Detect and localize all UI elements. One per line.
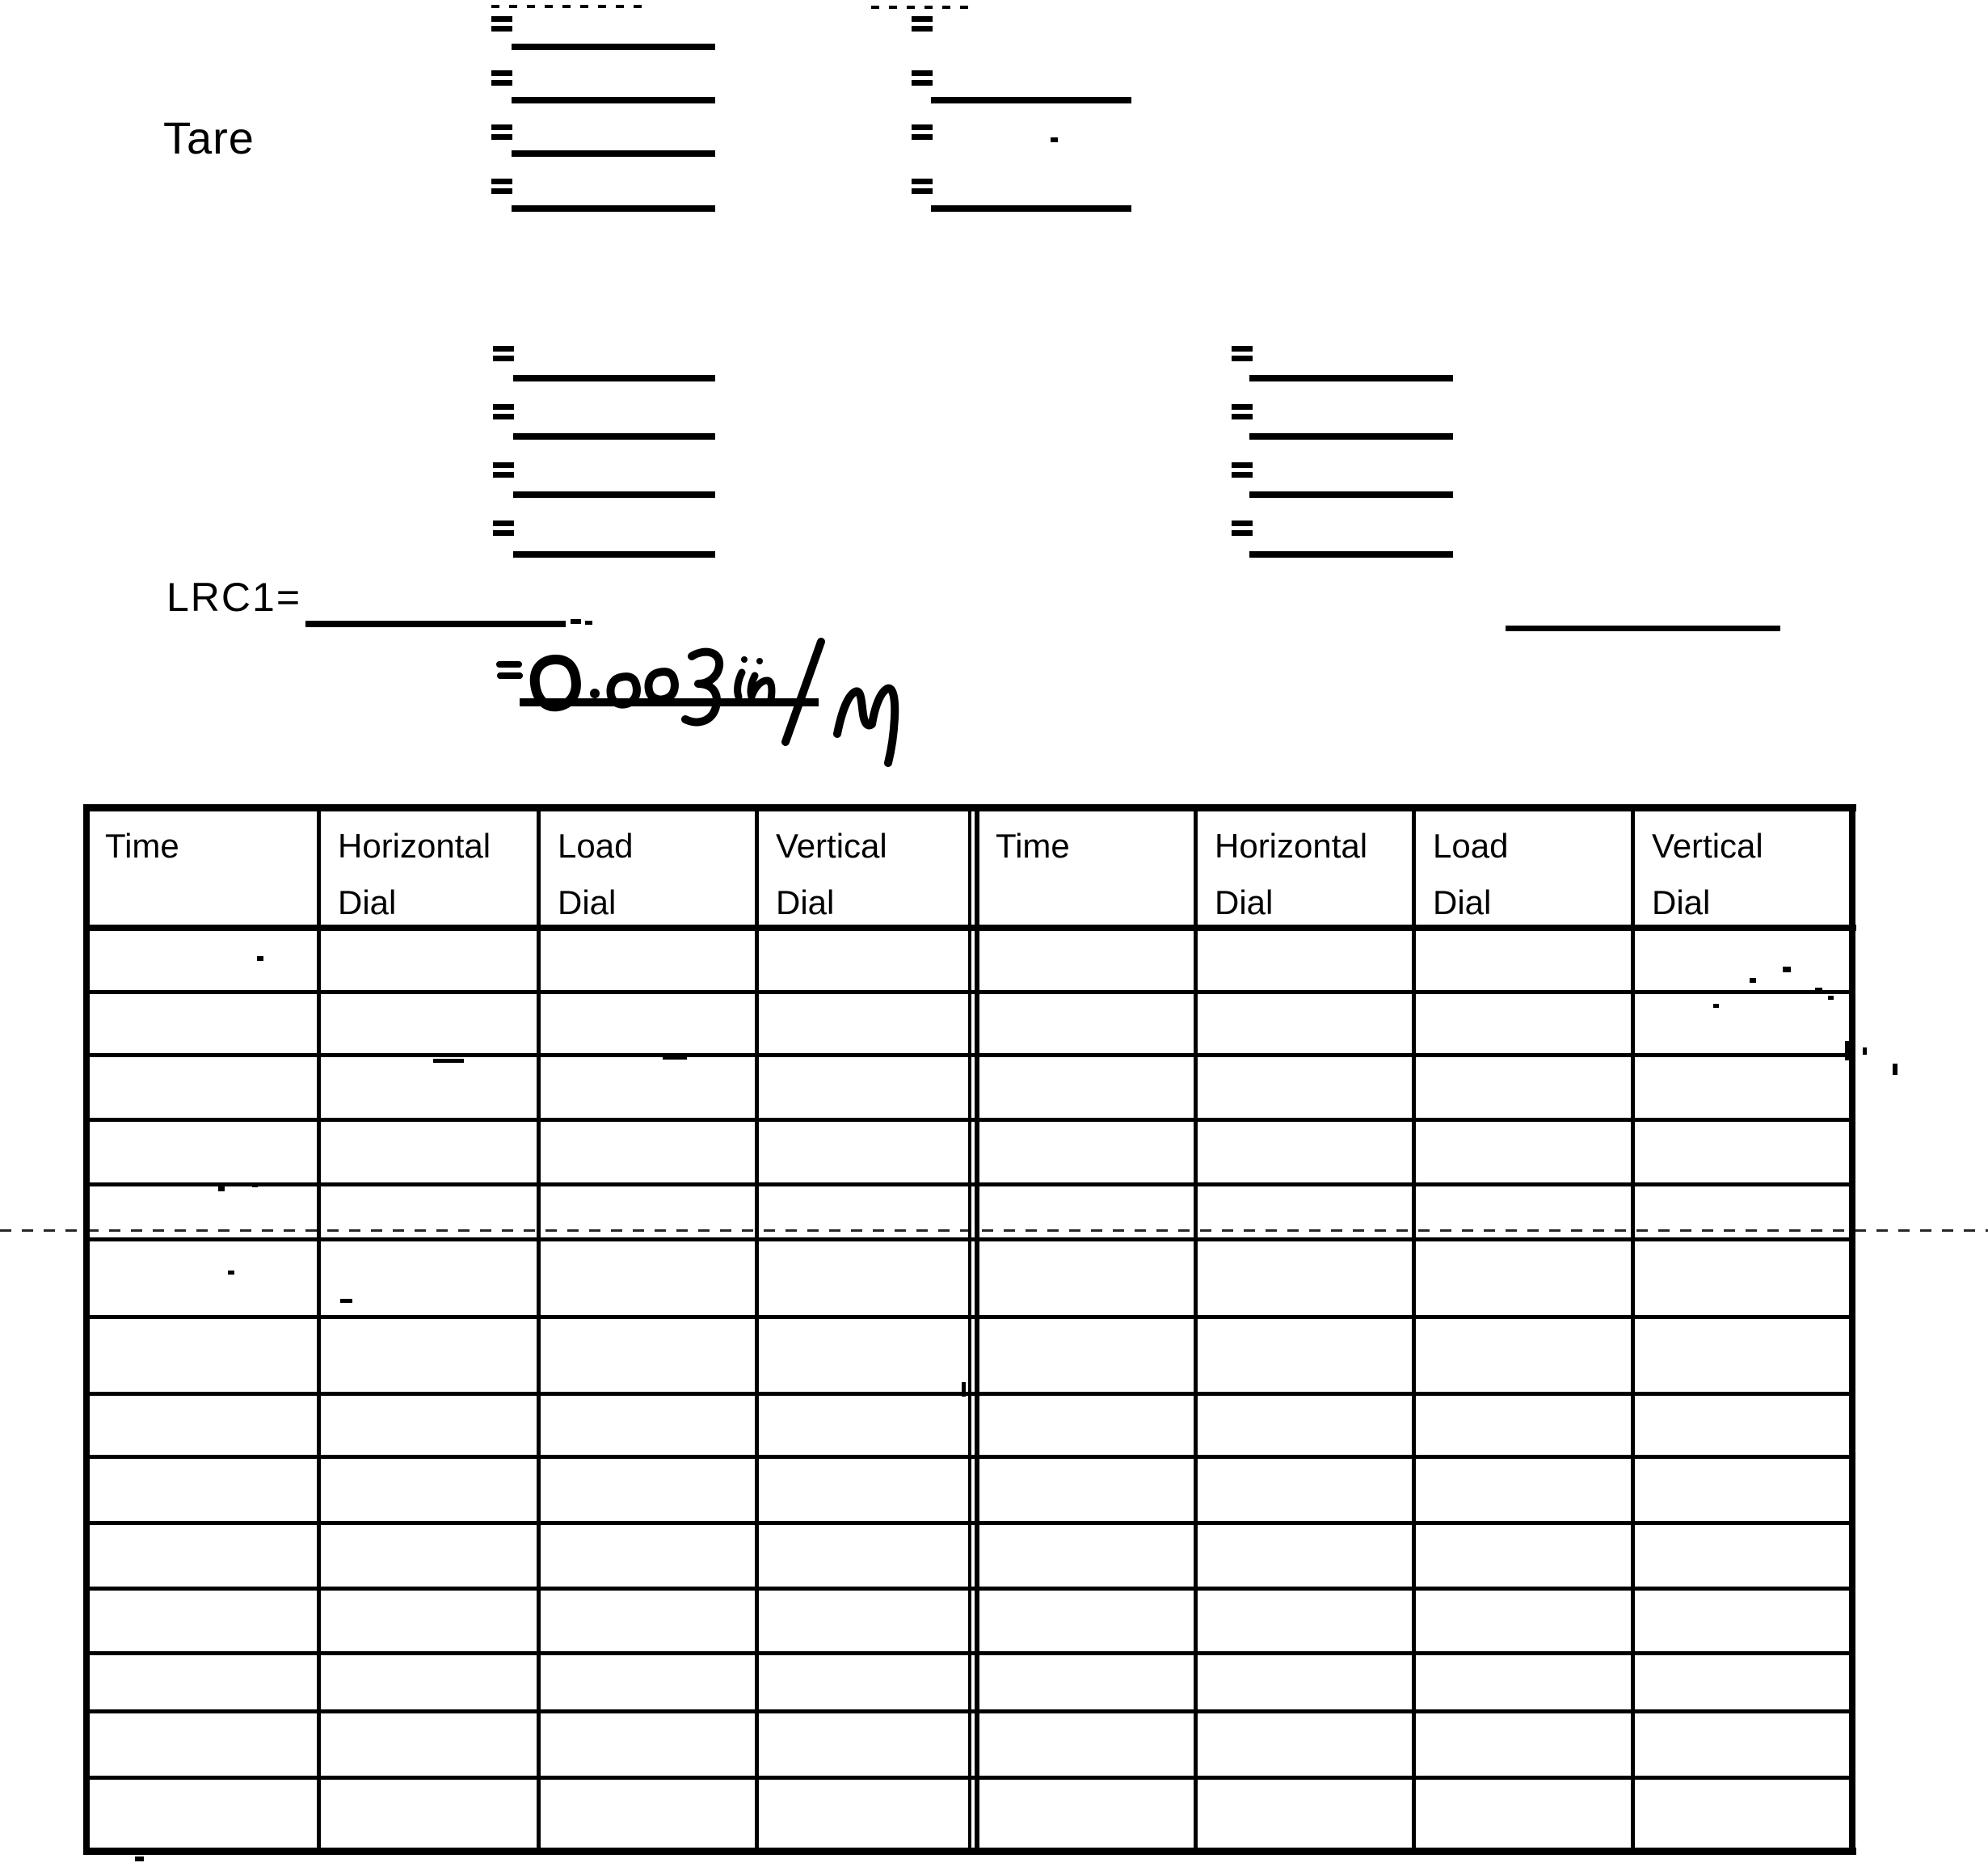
equals-sign xyxy=(493,462,514,478)
table-header-text: Time xyxy=(996,827,1070,865)
table-cell xyxy=(542,1593,752,1650)
table-gridline-v xyxy=(755,804,759,1855)
table-cell xyxy=(90,1189,314,1236)
scan-speck xyxy=(571,619,581,624)
table-header-text: Time xyxy=(105,827,179,865)
table-cell xyxy=(542,997,752,1052)
table-cell xyxy=(760,997,972,1052)
scan-speck xyxy=(1893,1064,1897,1075)
equals-sign xyxy=(493,520,514,536)
table-cell xyxy=(1417,1124,1628,1181)
table-cell xyxy=(1199,1658,1409,1708)
blank-field-line xyxy=(931,97,1131,103)
table-cell xyxy=(980,1593,1191,1650)
table-header-cell xyxy=(996,818,1190,874)
table-cell xyxy=(760,931,972,988)
scan-speck xyxy=(585,621,592,625)
table-cell xyxy=(1417,1060,1628,1116)
table-cell xyxy=(1199,1528,1409,1585)
table-cell xyxy=(1417,1593,1628,1650)
table-cell xyxy=(90,1782,314,1846)
scan-speck xyxy=(1828,996,1834,1000)
table-cell xyxy=(760,1528,972,1585)
table-cell xyxy=(1636,1060,1848,1116)
table-cell xyxy=(1199,997,1409,1052)
table-cell xyxy=(760,1060,972,1116)
table-cell xyxy=(1417,931,1628,988)
table-cell xyxy=(760,1398,972,1453)
table-cell xyxy=(1417,1528,1628,1585)
table-cell xyxy=(90,1461,314,1519)
table-cell xyxy=(980,931,1191,988)
table-cell xyxy=(1199,1398,1409,1453)
table-cell xyxy=(90,1124,314,1181)
blank-field-line xyxy=(1249,551,1453,558)
table-cell xyxy=(90,1658,314,1708)
scan-speck xyxy=(257,956,263,961)
table-header-text: Load xyxy=(558,827,634,865)
table-header-text: Dial xyxy=(776,883,835,921)
table-header-cell xyxy=(776,818,971,931)
scan-speck xyxy=(252,1183,258,1187)
equals-sign xyxy=(912,70,933,86)
table-header-cell xyxy=(105,818,314,874)
table-cell xyxy=(542,1244,752,1313)
table-cell xyxy=(980,1189,1191,1236)
scan-speck xyxy=(1815,988,1822,993)
table-cell xyxy=(1199,1321,1409,1390)
table-cell xyxy=(980,1321,1191,1390)
table-cell xyxy=(1417,1658,1628,1708)
equals-sign xyxy=(1232,346,1253,361)
dotted-line xyxy=(871,6,972,9)
scan-speck xyxy=(135,1856,144,1861)
table-cell xyxy=(980,1244,1191,1313)
right-blank-line xyxy=(1506,626,1780,631)
table-cell xyxy=(90,1321,314,1390)
table-cell xyxy=(1199,1244,1409,1313)
scan-speck xyxy=(340,1299,352,1303)
table-cell xyxy=(90,997,314,1052)
table-header-cell xyxy=(558,818,752,931)
equals-sign xyxy=(912,124,933,140)
blank-field-line xyxy=(513,375,715,381)
table-cell xyxy=(542,931,752,988)
table-cell xyxy=(542,1321,752,1390)
scan-speck xyxy=(919,188,925,192)
table-header-text: Dial xyxy=(1433,883,1492,921)
equals-sign xyxy=(491,179,512,194)
table-cell xyxy=(1636,1461,1848,1519)
table-cell xyxy=(1199,1189,1409,1236)
table-cell xyxy=(322,1189,534,1236)
table-cell xyxy=(1636,1124,1848,1181)
blank-field-line xyxy=(513,491,715,498)
table-cell xyxy=(760,1124,972,1181)
table-header-text: Dial xyxy=(1215,883,1274,921)
equals-sign xyxy=(912,16,933,32)
table-cell xyxy=(322,1528,534,1585)
tare-label: Tare xyxy=(163,112,255,163)
table-cell xyxy=(1417,1398,1628,1453)
table-cell xyxy=(322,1658,534,1708)
blank-field-line xyxy=(1249,491,1453,498)
table-cell xyxy=(1199,1593,1409,1650)
blank-field-line xyxy=(512,150,715,157)
blank-field-line xyxy=(512,205,715,212)
equals-sign xyxy=(1232,404,1253,419)
table-cell xyxy=(90,1398,314,1453)
table-cell xyxy=(90,1716,314,1774)
table-header-text: Vertical xyxy=(776,827,887,865)
equals-sign xyxy=(491,70,512,86)
table-cell xyxy=(90,1528,314,1585)
table-cell xyxy=(760,1782,972,1846)
table-header-text: Horizontal xyxy=(338,827,491,865)
table-header-cell xyxy=(1433,818,1628,931)
table-gridline-v xyxy=(1631,804,1635,1855)
table-cell xyxy=(1417,1321,1628,1390)
table-header-text: Vertical xyxy=(1652,827,1763,865)
table-cell xyxy=(760,1244,972,1313)
scan-speck xyxy=(1783,967,1791,972)
table-cell xyxy=(1636,1528,1848,1585)
scan-speck xyxy=(962,1382,966,1397)
table-cell xyxy=(980,1398,1191,1453)
table-cell xyxy=(1199,1124,1409,1181)
table-cell xyxy=(90,1593,314,1650)
scan-speck xyxy=(1750,978,1756,983)
table-divider-double xyxy=(975,804,979,1855)
table-cell xyxy=(1199,1716,1409,1774)
table-cell xyxy=(90,931,314,988)
table-border-right xyxy=(1849,804,1855,1855)
table-cell xyxy=(322,1244,534,1313)
table-cell xyxy=(1417,1189,1628,1236)
blank-field-line xyxy=(931,205,1131,212)
table-cell xyxy=(1199,931,1409,988)
equals-sign xyxy=(1232,520,1253,536)
blank-field-line xyxy=(513,551,715,558)
scan-speck xyxy=(1051,137,1058,142)
table-cell xyxy=(1417,1461,1628,1519)
table-cell xyxy=(760,1593,972,1650)
table-header-text: Dial xyxy=(1652,883,1711,921)
table-cell xyxy=(980,1124,1191,1181)
table-cell xyxy=(322,997,534,1052)
table-cell xyxy=(760,1658,972,1708)
table-header-text: Dial xyxy=(338,883,397,921)
table-cell xyxy=(1636,1658,1848,1708)
table-gridline-v xyxy=(1412,804,1416,1855)
table-header-text: Dial xyxy=(558,883,617,921)
table-header-cell xyxy=(1215,818,1409,931)
table-cell xyxy=(1636,1244,1848,1313)
table-cell xyxy=(1417,997,1628,1052)
blank-field-line xyxy=(1249,433,1453,440)
table-cell xyxy=(322,1593,534,1650)
table-cell xyxy=(322,1398,534,1453)
table-cell xyxy=(980,997,1191,1052)
table-cell xyxy=(980,1461,1191,1519)
table-border-left xyxy=(83,804,90,1855)
table-cell xyxy=(1636,1321,1848,1390)
equals-sign xyxy=(491,124,512,140)
equals-sign xyxy=(493,346,514,361)
table-cell xyxy=(1199,1782,1409,1846)
table-header-text: Load xyxy=(1433,827,1509,865)
table-cell xyxy=(760,1189,972,1236)
table-cell xyxy=(322,1060,534,1116)
table-cell xyxy=(542,1398,752,1453)
equals-sign xyxy=(491,16,512,32)
table-cell xyxy=(322,1782,534,1846)
table-cell xyxy=(322,931,534,988)
table-gridline-v xyxy=(537,804,541,1855)
equals-sign xyxy=(493,404,514,419)
table-cell xyxy=(1636,1782,1848,1846)
table-cell xyxy=(90,1244,314,1313)
scan-speck xyxy=(1713,1004,1719,1008)
table-cell xyxy=(760,1321,972,1390)
scan-speck xyxy=(433,1059,464,1063)
table-cell xyxy=(542,1528,752,1585)
blank-field-line xyxy=(512,97,715,103)
table-cell xyxy=(542,1060,752,1116)
handwritten-value xyxy=(475,629,1009,782)
table-cell xyxy=(1636,1716,1848,1774)
table-cell xyxy=(1636,997,1848,1052)
table-cell xyxy=(760,1461,972,1519)
table-cell xyxy=(980,1782,1191,1846)
table-cell xyxy=(1636,1189,1848,1236)
table-cell xyxy=(980,1716,1191,1774)
table-cell xyxy=(1199,1461,1409,1519)
table-cell xyxy=(760,1716,972,1774)
table-cell xyxy=(542,1461,752,1519)
table-gridline-v xyxy=(1194,804,1198,1855)
table-cell xyxy=(542,1658,752,1708)
blank-field-line xyxy=(512,44,715,50)
table-cell xyxy=(542,1124,752,1181)
lrc1-blank-line xyxy=(305,621,566,627)
scan-speck xyxy=(1845,1041,1850,1060)
scan-speck xyxy=(663,1056,687,1060)
scan-speck xyxy=(228,1271,234,1275)
table-cell xyxy=(542,1716,752,1774)
scan-speck xyxy=(218,1186,225,1191)
table-cell xyxy=(1636,1593,1848,1650)
table-header-cell xyxy=(1652,818,1847,931)
table-gridline-v xyxy=(317,804,321,1855)
table-cell xyxy=(1199,1060,1409,1116)
table-cell xyxy=(1636,1398,1848,1453)
table-cell xyxy=(1417,1244,1628,1313)
table-cell xyxy=(980,1528,1191,1585)
table-cell xyxy=(90,1060,314,1116)
scan-speck xyxy=(1863,1047,1867,1055)
table-cell xyxy=(322,1321,534,1390)
table-cell xyxy=(1636,931,1848,988)
table-cell xyxy=(542,1189,752,1236)
table-cell xyxy=(322,1716,534,1774)
blank-field-line xyxy=(1249,375,1453,381)
dotted-line xyxy=(491,5,645,8)
equals-sign xyxy=(1232,462,1253,478)
table-cell xyxy=(542,1782,752,1846)
table-cell xyxy=(980,1060,1191,1116)
table-cell xyxy=(322,1461,534,1519)
table-header-text: Horizontal xyxy=(1215,827,1368,865)
blank-field-line xyxy=(513,433,715,440)
table-cell xyxy=(1417,1716,1628,1774)
lrc1-label: LRC1= xyxy=(166,575,302,620)
table-cell xyxy=(322,1124,534,1181)
table-cell xyxy=(980,1658,1191,1708)
table-header-cell xyxy=(338,818,533,931)
table-cell xyxy=(1417,1782,1628,1846)
